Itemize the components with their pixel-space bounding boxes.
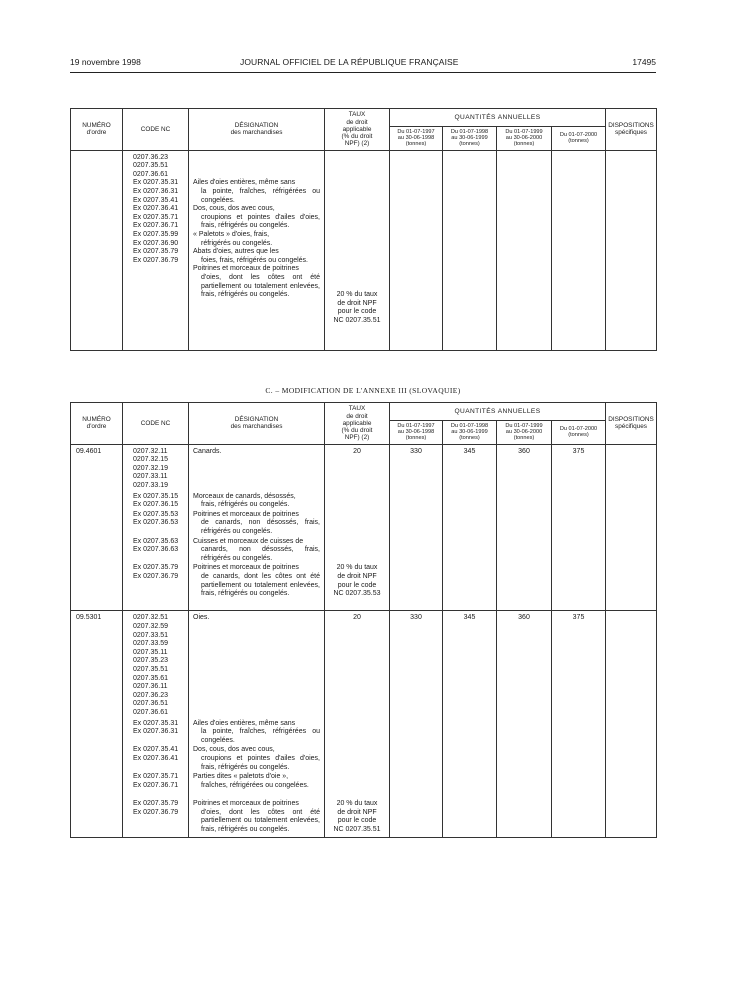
designation-continuation: la pointe, fraîches, réfrigérées ou congelées.: [201, 728, 320, 744]
nc-code: Ex 0207.35.31: [133, 179, 179, 187]
designation-line: Ailes d'oies entières, même sans: [193, 719, 296, 727]
designation-line: Ailes d'oies entières, même sans: [193, 179, 296, 187]
header-date: 19 novembre 1998: [70, 57, 141, 67]
numero-cell: 09.4601: [71, 444, 123, 611]
col-numero-header: NUMÉRO d'ordre: [71, 403, 123, 445]
designation-continuation: frais, réfrigérés ou congelés.: [201, 501, 290, 509]
designation-continuation: canards, non désossés, frais, réfrigérés ou congelés.: [201, 546, 320, 562]
designation-cell: [189, 611, 325, 838]
designation-entry: [193, 773, 320, 800]
nc-code: 0207.36.23: [133, 153, 169, 161]
nc-code: 0207.35.23: [133, 657, 169, 665]
period-header: Du 01-07-1997 au 30-06-1998 (tonnes): [390, 421, 443, 445]
taux-cell: [325, 444, 390, 611]
nc-code: Ex 0207.36.41: [133, 205, 179, 213]
nc-code: Ex 0207.36.90: [133, 239, 179, 247]
taux-value: 20 % du taux de droit NPF pour le code NC 0207.35.51: [333, 799, 381, 833]
nc-code: Ex 0207.36.79: [133, 808, 179, 816]
nc-code: 0207.33.51: [133, 631, 169, 639]
nc-code: Ex 0207.36.63: [133, 546, 179, 554]
nc-code: 0207.33.59: [133, 640, 169, 648]
designation-continuation: la pointe, fraîches, réfrigérées ou congelées.: [201, 188, 320, 204]
quantity-cell: 375: [552, 611, 606, 838]
code-group: [133, 720, 188, 747]
nc-code: 0207.36.51: [133, 700, 169, 708]
nc-code: 0207.32.11: [133, 447, 168, 455]
taux-value: 20: [353, 447, 361, 455]
designation-entry: [193, 493, 320, 511]
table-row: [71, 611, 657, 838]
designation-line: Poitrines et morceaux de poitrines: [193, 564, 299, 572]
designation-line: Poitrines et morceaux de poitrines: [193, 510, 299, 518]
taux-value: 20 % du taux de droit NPF pour le code NC 0207.35.53: [333, 564, 381, 598]
taux-value: [325, 773, 389, 800]
tariff-table-continued: [70, 108, 657, 351]
nc-code: Ex 0207.35.41: [133, 746, 179, 754]
taux-value: [325, 538, 389, 565]
taux-value: 20: [353, 614, 361, 622]
col-dispositions-header: DISPOSITIONS spécifiques: [606, 109, 657, 151]
designation-cell: [189, 444, 325, 611]
numero-cell: 09.5301: [71, 611, 123, 838]
designation-continuation: fraîches, réfrigérées ou congelées.: [201, 781, 309, 789]
nc-code: Ex 0207.36.15: [133, 501, 179, 509]
nc-code: Ex 0207.36.71: [133, 781, 179, 789]
designation-line: Cuisses et morceaux de cuisses de: [193, 537, 304, 545]
designation-entry: [193, 564, 320, 608]
nc-code: Ex 0207.36.79: [133, 572, 179, 580]
nc-code: Ex 0207.35.79: [133, 564, 179, 572]
col-quantites-header: QUANTITÉS ANNUELLES: [390, 403, 606, 421]
designation-entry: [193, 511, 320, 538]
designation-line: Dos, cous, dos avec cous,: [193, 746, 275, 754]
dispositions-cell: [606, 444, 657, 611]
header-page-number: 17495: [632, 57, 656, 67]
nc-code: Ex 0207.35.71: [133, 773, 179, 781]
code-cell: [123, 444, 189, 611]
code-group: [133, 773, 188, 800]
designation-line: Abats d'oies, autres que les: [193, 248, 279, 256]
taux-cell: [325, 150, 390, 350]
period-header: Du 01-07-2000 (tonnes): [552, 127, 606, 151]
numero-cell: [71, 150, 123, 350]
nc-code: 0207.32.59: [133, 622, 169, 630]
designation-line: Poitrines et morceaux de poitrines: [193, 265, 299, 273]
designation-entry: [193, 205, 320, 231]
designation-continuation: foies, frais, réfrigérés ou congelés.: [201, 256, 308, 264]
designation-entry: [193, 614, 320, 719]
period-header: Du 01-07-1999 au 30-06-2000 (tonnes): [497, 127, 552, 151]
nc-code: Ex 0207.35.53: [133, 510, 179, 518]
col-designation-header: DÉSIGNATION des marchandises: [189, 403, 325, 445]
nc-code: 0207.33.11: [133, 473, 168, 481]
nc-code: 0207.32.51: [133, 614, 169, 622]
designation-cell: [189, 150, 325, 350]
period-header: Du 01-07-1999 au 30-06-2000 (tonnes): [497, 421, 552, 445]
period-header: Du 01-07-1997 au 30-06-1998 (tonnes): [390, 127, 443, 151]
period-header: Du 01-07-1998 au 30-06-1999 (tonnes): [443, 421, 497, 445]
quantity-cell: 330: [390, 611, 443, 838]
col-code-header: CODE NC: [123, 109, 189, 151]
taux-value: 20 % du taux de droit NPF pour le code NC 0207.35.51: [333, 291, 381, 324]
designation-entry: [193, 179, 320, 205]
nc-code: Ex 0207.35.79: [133, 799, 179, 807]
nc-code: 0207.33.19: [133, 481, 169, 489]
code-group: [133, 564, 188, 608]
designation-line: Poitrines et morceaux de poitrines: [193, 799, 299, 807]
period-header: Du 01-07-1998 au 30-06-1999 (tonnes): [443, 127, 497, 151]
col-taux-header: TAUX de droit applicable (% du droit NPF) (2): [325, 109, 390, 151]
designation-entry: [193, 538, 320, 565]
header-rule: [70, 72, 656, 73]
section-c-title: C. – MODIFICATION DE L'ANNEXE III (SLOVAQUIE): [265, 386, 461, 395]
designation-entry: [193, 448, 320, 493]
designation-entry: [193, 720, 320, 747]
nc-code: 0207.35.11: [133, 648, 168, 656]
quantity-cell: 360: [497, 611, 552, 838]
nc-code: Ex 0207.35.63: [133, 537, 179, 545]
designation-line: Canards.: [193, 447, 222, 455]
designation-continuation: de canards, non désossés, frais, réfrigérés ou congelés.: [201, 519, 320, 535]
nc-code: 0207.35.61: [133, 674, 169, 682]
nc-code: Ex 0207.36.53: [133, 519, 179, 527]
nc-code: 0207.32.15: [133, 456, 169, 464]
nc-code: Ex 0207.35.31: [133, 719, 179, 727]
quantity-cell: 345: [443, 611, 497, 838]
nc-code: 0207.35.51: [133, 665, 169, 673]
taux-value: [325, 746, 389, 773]
quantity-cell: 330: [390, 444, 443, 611]
code-group: [133, 538, 188, 565]
designation-line: Oies.: [193, 614, 210, 622]
code-group: [133, 746, 188, 773]
col-designation-header: DÉSIGNATION des marchandises: [189, 109, 325, 151]
nc-code: Ex 0207.35.15: [133, 492, 179, 500]
nc-code: 0207.35.51: [133, 162, 169, 170]
taux-value: [325, 720, 389, 747]
designation-spacer: [193, 154, 320, 180]
designation-line: Dos, cous, dos avec cous,: [193, 205, 275, 213]
designation-line: Parties dites « paletots d'oie »,: [193, 773, 289, 781]
nc-code: Ex 0207.36.31: [133, 728, 179, 736]
designation-continuation: d'oies, dont les côtes ont été partiellement ou totalement enlevées, frais, réfrigérés ou congelés.: [201, 273, 320, 299]
nc-code: 0207.32.19: [133, 464, 169, 472]
designation-line: Morceaux de canards, désossés,: [193, 492, 296, 500]
dispositions-cell: [606, 150, 657, 350]
quantity-cell: 375: [552, 444, 606, 611]
nc-code: 0207.36.23: [133, 691, 169, 699]
code-group: [133, 800, 188, 835]
designation-entry: [193, 800, 320, 835]
code-group: [133, 511, 188, 538]
page-header: [70, 57, 656, 71]
designation-entry: [193, 248, 320, 265]
nc-code: Ex 0207.36.79: [133, 256, 179, 264]
nc-code: 0207.36.61: [133, 170, 169, 178]
col-code-header: CODE NC: [123, 403, 189, 445]
dispositions-cell: [606, 611, 657, 838]
col-taux-header: TAUX de droit applicable (% du droit NPF) (2): [325, 403, 390, 445]
table-row: [71, 150, 657, 350]
designation-continuation: d'oies, dont les côtes ont été partiellement ou totalement enlevées, frais, réfrigérés ou congelés.: [201, 808, 320, 833]
nc-code: Ex 0207.35.71: [133, 213, 179, 221]
designation-entry: [193, 231, 320, 248]
col-quantites-header: QUANTITÉS ANNUELLES: [390, 109, 606, 127]
period-header: Du 01-07-2000 (tonnes): [552, 421, 606, 445]
nc-code: 0207.36.61: [133, 708, 169, 716]
quantity-cell: 360: [497, 444, 552, 611]
col-numero-header: NUMÉRO d'ordre: [71, 109, 123, 151]
designation-continuation: croupions et pointes d'ailes d'oies, frais, réfrigérés ou congelés.: [201, 213, 320, 230]
quantity-cell: [443, 150, 497, 350]
designation-entry: [193, 746, 320, 773]
designation-continuation: de canards, dont les côtes ont été partiellement ou totalement enlevées, frais, réfrigérés ou congelés.: [201, 572, 320, 598]
code-cell: [123, 611, 189, 838]
nc-code: 0207.36.11: [133, 683, 168, 691]
nc-code: Ex 0207.36.41: [133, 754, 179, 762]
designation-line: « Paletots » d'oies, frais,: [193, 231, 270, 238]
nc-code: Ex 0207.36.71: [133, 222, 179, 230]
code-cell: [123, 150, 189, 350]
tariff-table-slovaquie: [70, 402, 657, 838]
taux-value: [325, 493, 389, 511]
nc-code: Ex 0207.36.31: [133, 187, 179, 195]
nc-code: Ex 0207.35.99: [133, 230, 179, 238]
code-group: [133, 493, 188, 511]
taux-spacer: [325, 154, 389, 292]
designation-continuation: réfrigérés ou congelés.: [201, 239, 273, 247]
taux-cell: [325, 611, 390, 838]
header-journal-title: JOURNAL OFFICIEL DE LA RÉPUBLIQUE FRANÇAISE: [240, 57, 459, 67]
quantity-cell: 345: [443, 444, 497, 611]
quantity-cell: [390, 150, 443, 350]
quantity-cell: [497, 150, 552, 350]
taux-value: [325, 511, 389, 538]
designation-entry: [193, 265, 320, 299]
quantity-cell: [552, 150, 606, 350]
nc-code: Ex 0207.35.79: [133, 248, 179, 256]
nc-code: Ex 0207.35.41: [133, 196, 179, 204]
table-row: [71, 444, 657, 611]
designation-continuation: croupions et pointes d'ailes d'oies, frais, réfrigérés ou congelés.: [201, 754, 320, 771]
col-dispositions-header: DISPOSITIONS spécifiques: [606, 403, 657, 445]
